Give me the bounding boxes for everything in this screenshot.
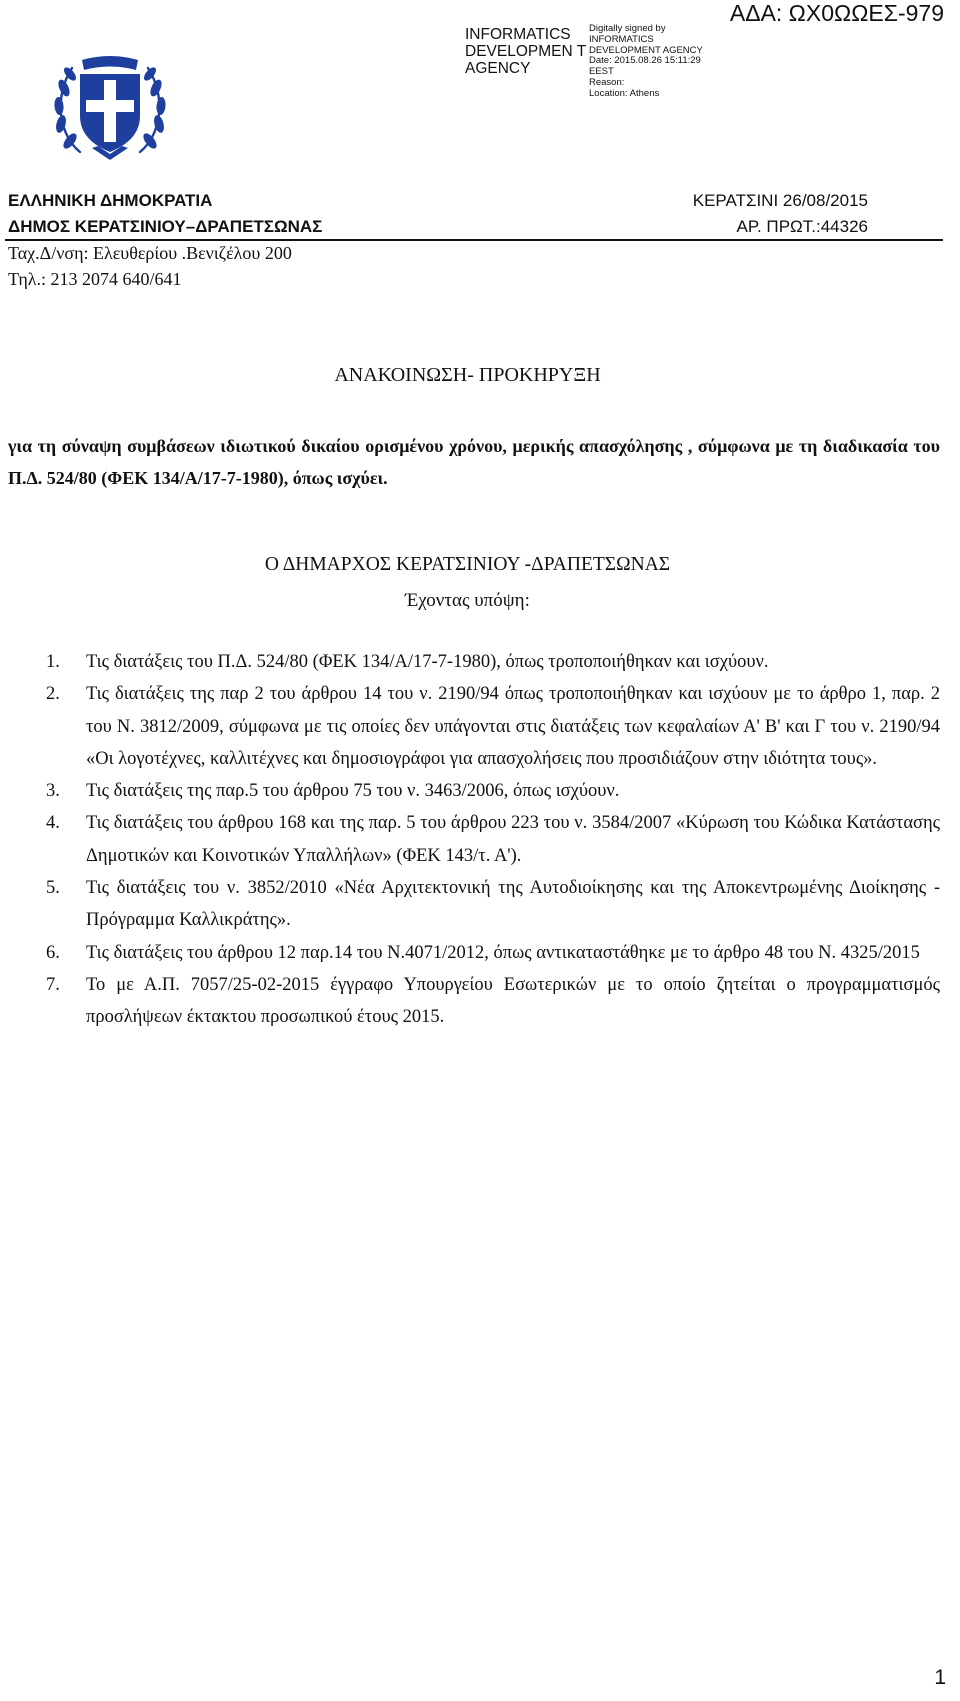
list-item	[0, 646, 940, 678]
considering-heading: Έχοντας υπόψη:	[405, 590, 530, 611]
item-number: 1.	[46, 652, 60, 672]
signature-line: DEVELOPMENT AGENCY	[589, 44, 703, 56]
issuer-municipality: ΔΗΜΟΣ ΚΕΡΑΤΣΙΝΙΟΥ–ΔΡΑΠΕΤΣΩΝΑΣ	[8, 217, 323, 236]
signature-line: Date: 2015.08.26 15:11:29	[589, 55, 701, 67]
date-protocol-block	[693, 188, 868, 240]
item-text: Τις διατάξεις του άρθρου 168 και της παρ. 5 του άρθρου 223 του ν. 3584/2007 «Κύρωση του Κώδικα Κατάστασης Δημοτικών και Κοινοτικών Υπαλλήλων» (ΦΕΚ 143/τ. Α').	[86, 813, 940, 866]
item-text: Τις διατάξεις του άρθρου 12 παρ.14 του Ν.4071/2012, όπως αντικαταστάθηκε με το άρθρο 48 του Ν. 4325/2015	[86, 942, 920, 963]
considerations-list	[0, 646, 960, 1034]
issuer-block	[8, 188, 322, 240]
signature-line: Reason:	[589, 76, 625, 88]
list-item	[0, 775, 940, 807]
mayor-heading: Ο ΔΗΜΑΡΧΟΣ ΚΕΡΑΤΣΙΝΙΟΥ -ΔΡΑΠΕΤΣΩΝΑΣ	[264, 554, 671, 575]
item-number: 2.	[46, 684, 60, 705]
greek-coat-of-arms-emblem	[50, 48, 170, 164]
signature-line: EEST	[589, 66, 614, 78]
item-text: Το με Α.Π. 7057/25-02-2015 έγγραφο Υπουργείου Εσωτερικών με το οποίο ζητείται ο προγραμματισμός προσλήψεων έκτακτου προσωπικού έτους 2015.	[86, 974, 940, 1028]
item-number: 5.	[46, 878, 60, 899]
signature-line: INFORMATICS	[589, 33, 654, 45]
signature-line: Location: Athens	[589, 87, 660, 99]
phone: Τηλ.: 213 2074 640/641	[8, 269, 182, 289]
document-title: ΑΝΑΚΟΙΝΩΣΗ- ΠΡΟΚΗΡΥΞΗ	[334, 364, 601, 386]
list-item	[0, 969, 940, 1034]
item-text: Τις διατάξεις του Π.Δ. 524/80 (ΦΕΚ 134/Α/17-7-1980), όπως τροποποιήθηκαν και ισχύουν.	[86, 652, 769, 672]
list-item	[0, 937, 940, 969]
list-item	[0, 872, 940, 937]
document-subtitle: για τη σύναψη συμβάσεων ιδιωτικού δικαίου ορισμένου χρόνου, μερικής απασχόλησης , σύμφωνα με τη διαδικασία του Π.Δ. 524/80 (ΦΕΚ 134/Α/17-7-1980), όπως ισχύει.	[8, 436, 940, 488]
item-number: 7.	[46, 974, 60, 995]
signer-name: INFORMATICS DEVELOPMEN T AGENCY	[465, 26, 586, 77]
list-item	[0, 807, 940, 872]
item-text: Τις διατάξεις του ν. 3852/2010 «Νέα Αρχιτεκτονική της Αυτοδιοίκησης και της Αποκεντρωμένης Διοίκησης - Πρόγραμμα Καλλικράτης».	[86, 878, 940, 931]
ada-code: ΑΔΑ: ΩΧ0ΩΩΕΣ-979	[729, 0, 944, 26]
item-number: 6.	[46, 942, 60, 963]
protocol-number: ΑΡ. ΠΡΩΤ.:44326	[736, 217, 868, 236]
address-block	[8, 240, 292, 292]
postal-address: Ταχ.Δ/νση: Ελευθερίου .Βενιζέλου 200	[8, 243, 292, 263]
item-number: 3.	[46, 781, 60, 802]
issuer-country: ΕΛΛΗΝΙΚΗ ΔΗΜΟΚΡΑΤΙΑ	[8, 191, 213, 210]
item-text: Τις διατάξεις της παρ.5 του άρθρου 75 του ν. 3463/2006, όπως ισχύουν.	[86, 781, 620, 802]
place-date: ΚΕΡΑΤΣΙΝΙ 26/08/2015	[692, 191, 868, 210]
signature-line: Digitally signed by	[589, 23, 666, 34]
list-item	[0, 678, 940, 775]
item-text: Τις διατάξεις της παρ 2 του άρθρου 14 του ν. 2190/94 όπως τροποποιήθηκαν και ισχύουν με το άρθρο 1, παρ. 2 του Ν. 3812/2009, σύμφωνα με τις οποίες δεν υπάγονται στις διατάξεις των κεφαλαίων Α' Β' και Γ του ν. 2190/94 «Οι λογοτέχνες, καλλιτέχνες και δημοσιογράφοι για απασχολήσεις που προσιδιάζουν στην ιδιότητα τους».	[86, 684, 940, 769]
item-number: 4.	[46, 813, 60, 834]
page-number: 1	[934, 1666, 946, 1689]
digital-signature-block	[589, 24, 739, 100]
